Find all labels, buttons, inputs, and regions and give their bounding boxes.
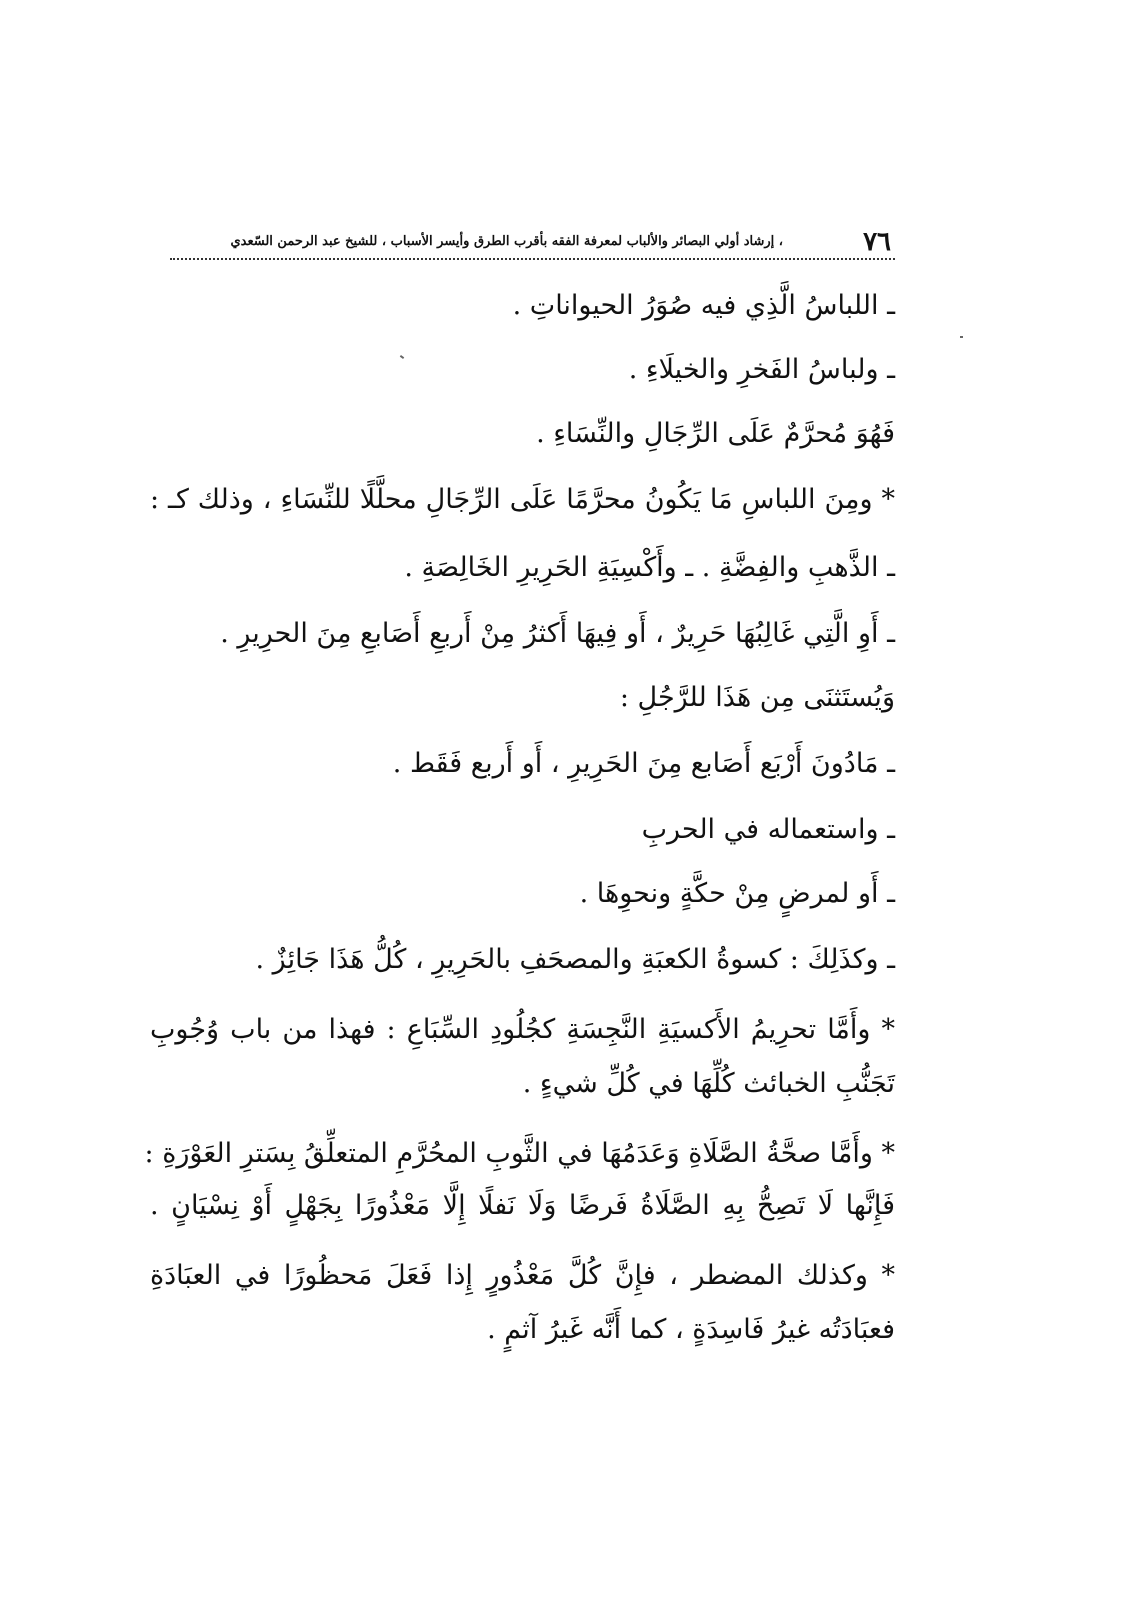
text-line: ـ أَوِ الَّتِي غَالِبُهَا حَرِيرٌ ، أَو فِيهَا أَكثرُ مِنْ أَربعِ أَصَابعِ مِنَ الحرِيرِ . bbox=[220, 618, 895, 649]
text-line: ـ الذَّهبِ والفِضَّةِ . ـ وأَكْسِيَةِ الحَرِيرِ الخَالِصَةِ . bbox=[404, 552, 895, 583]
text-line: ـ واستعماله في الحربِ bbox=[641, 814, 895, 845]
text-line: ـ اللباسُ الَّذِي فيه صُوَرُ الحيواناتِ . bbox=[512, 290, 895, 321]
text-line: * وكذلك المضطر ، فإِنَّ كُلَّ مَعْذُورٍ إِذا فَعَلَ مَحظُورًا في العبَادَةِ bbox=[150, 1260, 895, 1291]
text-line: * وأَمَّا صحَّةُ الصَّلَاةِ وَعَدَمُهَا في الثَّوبِ المحُرَّمِ المتعلِّقُ بِسَترِ العَوْرَةِ : bbox=[144, 1138, 895, 1169]
text-line: وَيُستَثنَى مِن هَذَا للرَّجُلِ : bbox=[619, 682, 895, 713]
running-title: ، إرشاد أولي البصائر والألباب لمعرفة الفقه بأقرب الطرق وأيسر الأسباب ، للشيخ عبد الرحمن السّعدي bbox=[230, 234, 783, 249]
text-line: * ومِنَ اللباسِ مَا يَكُونُ محرَّمًا عَلَى الرِّجَالِ محلَّلًا للنِّسَاءِ ، وذلك كـ : bbox=[150, 484, 895, 515]
text-line: تَجَنُّبِ الخبائث كُلِّهَا في كُلِّ شيءٍ . bbox=[522, 1068, 895, 1099]
header-divider bbox=[170, 258, 895, 260]
text-line: ـ وكذَلِكَ : كسوةُ الكعبَةِ والمصحَفِ بالحَرِيرِ ، كُلُّ هَذَا جَائِزٌ . bbox=[255, 944, 895, 975]
page-number: ٧٦ bbox=[863, 227, 891, 257]
text-line: فَهُوَ مُحرَّمٌ عَلَى الرِّجَالِ والنِّسَاءِ . bbox=[536, 418, 895, 449]
text-line: فَإِنَّها لَا تَصِحُّ بِهِ الصَّلَاةُ فَرضًا وَلَا نَفلًا إِلَّا مَعْذُورًا بِجَهْلٍ أَوْ نِسْيَانٍ . bbox=[150, 1190, 895, 1221]
text-line: ـ مَادُونَ أَرْبَع أَصَابع مِنَ الحَرِيرِ ، أَو أَربع فَقَط . bbox=[392, 748, 895, 779]
text-line: فعبَادَتُه غيرُ فَاسِدَةٍ ، كما أَنَّه غَيرُ آثمٍ . bbox=[487, 1314, 895, 1345]
page-header bbox=[170, 224, 895, 260]
text-line: ـ ولباسُ الفَخرِ والخيلَاءِ . bbox=[628, 354, 895, 385]
text-line: ـ أَو لمرضٍ مِنْ حكَّةٍ ونحوِهَا . bbox=[579, 878, 895, 909]
text-line: * وأَمَّا تحرِيمُ الأَكسيَةِ النَّجِسَةِ كجُلُودِ السِّبَاعِ : فهذا من باب وُجُوبِ bbox=[150, 1014, 895, 1045]
scan-speck bbox=[960, 336, 963, 338]
